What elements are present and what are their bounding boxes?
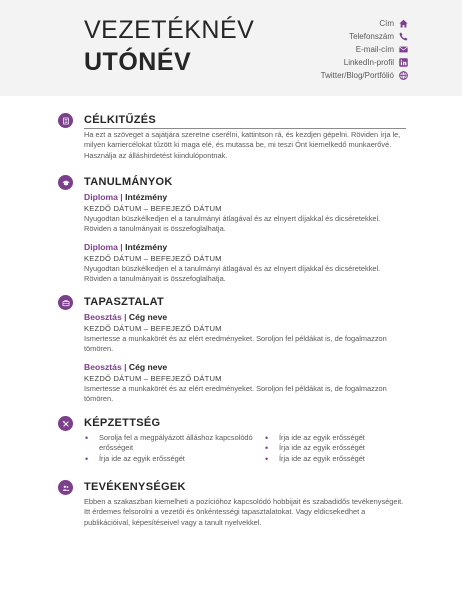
degree: Diploma	[84, 241, 118, 252]
entry-dates[interactable]: KEZDŐ DÁTUM – BEFEJEZŐ DÁTUM	[84, 253, 222, 263]
section-title[interactable]: CÉLKITŰZÉS	[84, 114, 157, 126]
section-divider	[84, 128, 406, 129]
tools-icon	[58, 416, 73, 431]
entry-description[interactable]: Ismertesse a munkakörét és az elért eredményeket. Soroljon fel példákat is, de fogalmazzon tömören.	[84, 383, 387, 404]
list-item[interactable]: • Sorolja fel a megpályázott álláshoz kapcsolódó erősségeit	[84, 433, 264, 454]
section-activities	[58, 480, 406, 540]
entry-title[interactable]	[84, 361, 406, 373]
resume-header	[0, 0, 462, 96]
first-name[interactable]: VEZETÉKNÉV	[84, 16, 255, 44]
institution: Intézmény	[125, 192, 168, 202]
position: Beosztás	[84, 361, 122, 372]
position: Beosztás	[84, 312, 122, 322]
degree: Diploma	[84, 192, 118, 202]
contact-phone-label: Telefonszám	[349, 32, 394, 41]
education-entry	[84, 241, 406, 285]
contact-address-label: Cím	[379, 19, 394, 28]
phone-icon	[399, 32, 408, 41]
institution: Intézmény	[125, 241, 168, 252]
section-objective	[58, 113, 406, 173]
briefcase-icon	[58, 295, 73, 310]
entry-dates[interactable]: KEZDŐ DÁTUM – BEFEJEZŐ DÁTUM	[84, 373, 222, 383]
separator: |	[120, 192, 123, 202]
entry-title[interactable]	[84, 241, 406, 253]
graduation-cap-icon	[58, 175, 73, 190]
experience-entry	[84, 311, 406, 355]
company: Cég neve	[128, 312, 168, 322]
skills-list-left	[84, 433, 264, 464]
contact-linkedin-label: LinkedIn-profil	[343, 58, 394, 67]
entry-dates[interactable]: KEZDŐ DÁTUM – BEFEJEZŐ DÁTUM	[84, 324, 222, 333]
contact-info	[321, 17, 408, 82]
section-title[interactable]: KÉPZETTSÉG	[84, 417, 161, 429]
email-icon	[399, 45, 408, 54]
objective-text[interactable]: Ha ezt a szöveget a sajátjára szeretne cserélni, kattintson rá, és kezdjen gépelni. Röviden írja le, milyen karriercélokat tűzött ki maga elé, és mutassa be, mi teszi Önt kiemelkedő munkaerővé. Használja az álláshirdetést kiindulópontnak.	[84, 130, 401, 160]
globe-icon	[399, 71, 408, 80]
contact-website-label: Twitter/Blog/Portfólió	[320, 71, 394, 80]
separator: |	[120, 241, 123, 252]
section-experience	[58, 295, 406, 407]
list-item[interactable]: • Írja ide az egyik erősségét	[264, 443, 406, 453]
experience-entry	[84, 361, 406, 405]
last-name[interactable]: UTÓNÉV	[84, 48, 192, 76]
people-icon	[58, 480, 73, 495]
entry-title[interactable]	[84, 191, 406, 203]
entry-title[interactable]	[84, 311, 406, 323]
section-title[interactable]: TAPASZTALAT	[84, 296, 165, 308]
contact-email[interactable]	[321, 43, 408, 56]
entry-description[interactable]: Ismertesse a munkakörét és az elért eredményeket. Soroljon fel példákat is, de fogalmazzon tömören.	[84, 334, 387, 354]
document-icon	[58, 113, 73, 128]
entry-description[interactable]: Nyugodtan büszkélkedjen el a tanulmányi átlagával és az elnyert díjakkal és dicséretekkel. Röviden a tanulmányait is összefoglalhatja.	[84, 263, 381, 284]
entry-description[interactable]: Nyugodtan büszkélkedjen el a tanulmányi átlagával és az elnyert díjakkal és dicséretekkel. Röviden a tanulmányait is összefoglalhatja.	[84, 214, 381, 234]
contact-email-label: E-mail-cím	[355, 45, 394, 54]
company: Cég neve	[128, 361, 168, 372]
list-item[interactable]: • Írja ide az egyik erősségét	[264, 433, 406, 443]
activities-text[interactable]: Ebben a szakaszban kiemelheti a pozícióhoz kapcsolódó hobbijait és szabadidős tevékenységeit. Itt érdemes felsorolni a vezetői és önkéntességi tapasztalatokat. Vagy eldicsekedhet a publikációival, képesítéseivel vagy a tanult nyelvekkel.	[84, 497, 404, 527]
home-icon	[399, 19, 408, 28]
education-entry	[84, 191, 406, 235]
list-item[interactable]: • Írja ide az egyik erősségét	[84, 454, 264, 464]
list-item[interactable]: • Írja ide az egyik erősségét	[264, 454, 406, 464]
section-education	[58, 175, 406, 287]
linkedin-icon	[399, 58, 408, 67]
contact-phone[interactable]	[321, 30, 408, 43]
section-skills	[58, 416, 406, 476]
skills-list-right	[264, 433, 406, 464]
contact-address[interactable]	[321, 17, 408, 30]
section-title[interactable]: TEVÉKENYSÉGEK	[84, 481, 186, 493]
section-title[interactable]: TANULMÁNYOK	[84, 176, 173, 188]
entry-dates[interactable]: KEZDŐ DÁTUM – BEFEJEZŐ DÁTUM	[84, 204, 222, 213]
separator: |	[124, 312, 127, 322]
contact-linkedin[interactable]	[321, 56, 408, 69]
contact-website[interactable]	[321, 69, 408, 82]
separator: |	[124, 361, 127, 372]
